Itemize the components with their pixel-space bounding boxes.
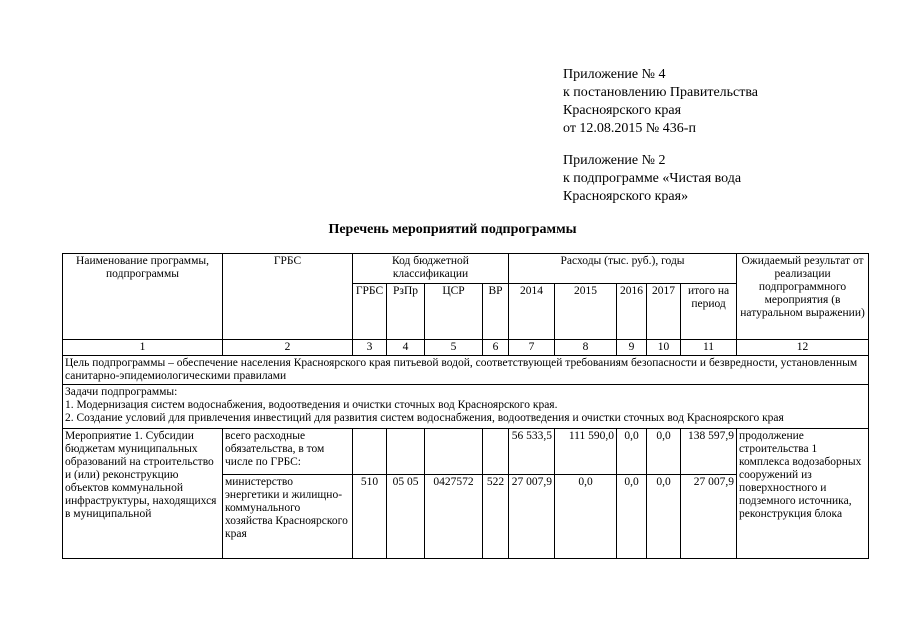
subheader-grbs: ГРБС	[353, 284, 387, 340]
row-2016: 0,0	[617, 475, 647, 559]
appendix-4-line: к постановлению Правительства	[563, 85, 759, 100]
appendix-2-line: к подпрограмме «Чистая вода	[563, 171, 742, 186]
row-2015: 0,0	[555, 475, 617, 559]
subheader-2016: 2016	[617, 284, 647, 340]
column-number-row	[63, 340, 869, 356]
column-number: 9	[617, 340, 647, 356]
header-expected-result: Ожидаемый результат от реализации подпрограммного мероприятия (в натуральном выражении)	[737, 254, 869, 340]
task-item: 2. Создание условий для привлечения инвестиций для развития систем водоснабжения, водоотведения и очистки сточных вод Красноярского края	[65, 412, 784, 424]
subheader-rzpr: РзПр	[387, 284, 425, 340]
document-title: Перечень мероприятий подпрограммы	[328, 222, 577, 237]
header-expenses: Расходы (тыс. руб.), годы	[509, 254, 737, 284]
column-number: 12	[737, 340, 869, 356]
task-item: 1. Модернизация систем водоснабжения, водоотведения и очистки сточных вод Красноярского края.	[65, 399, 558, 411]
column-number: 2	[223, 340, 353, 356]
row-2017: 0,0	[647, 429, 681, 475]
row-2017: 0,0	[647, 475, 681, 559]
appendix-2-line: Приложение № 2	[563, 153, 666, 168]
header-budget-code: Код бюджетной классификации	[353, 254, 509, 284]
tasks-heading: Задачи подпрограммы:	[65, 386, 178, 398]
column-number: 3	[353, 340, 387, 356]
column-number: 10	[647, 340, 681, 356]
measure-row-total	[63, 429, 869, 475]
appendix-4-header	[563, 66, 758, 138]
column-number: 8	[555, 340, 617, 356]
appendix-4-line: Красноярского края	[563, 103, 682, 118]
subheader-2015: 2015	[555, 284, 617, 340]
measure-expected-result: продолжение строительства 1 комплекса водозаборных сооружений из поверхностного и подземного источника, реконструкция блока	[737, 429, 869, 559]
appendix-4-line: Приложение № 4	[563, 67, 666, 82]
appendix-2-line: Красноярского края»	[563, 189, 689, 204]
appendix-4-line: от 12.08.2015 № 436-п	[563, 121, 696, 136]
row-2016: 0,0	[617, 429, 647, 475]
column-number: 6	[483, 340, 509, 356]
row-csr	[425, 429, 483, 475]
row-vr: 522	[483, 475, 509, 559]
measure-name: Мероприятие 1. Субсидии бюджетам муниципальных образований на строительство и (или) реконструкцию объектов коммунальной инфраструктуры, находящихся в муниципальной	[63, 429, 223, 559]
column-number: 4	[387, 340, 425, 356]
subheader-csr: ЦСР	[425, 284, 483, 340]
row-total: 27 007,9	[681, 475, 737, 559]
row-grbs-text: всего расходные обязательства, в том числе по ГРБС:	[223, 429, 353, 475]
measures-table	[62, 253, 869, 559]
row-grbs-code	[353, 429, 387, 475]
header-program-name: Наименование программы, подпрограммы	[63, 254, 223, 340]
row-rzpr: 05 05	[387, 475, 425, 559]
header-grbs: ГРБС	[223, 254, 353, 340]
row-2015: 111 590,0	[555, 429, 617, 475]
column-number: 5	[425, 340, 483, 356]
row-2014: 27 007,9	[509, 475, 555, 559]
subheader-2017: 2017	[647, 284, 681, 340]
row-grbs-code: 510	[353, 475, 387, 559]
subprogram-tasks	[63, 385, 869, 429]
column-number: 7	[509, 340, 555, 356]
column-number: 11	[681, 340, 737, 356]
row-total: 138 597,9	[681, 429, 737, 475]
row-vr	[483, 429, 509, 475]
subprogram-goal: Цель подпрограммы – обеспечение населения Красноярского края питьевой водой, соответствующей требованиям безопасности и безвредности, установленным санитарно-эпидемиологическими правилами	[63, 356, 869, 385]
appendix-2-header	[563, 152, 741, 206]
row-2014: 56 533,5	[509, 429, 555, 475]
row-rzpr	[387, 429, 425, 475]
subheader-vr: ВР	[483, 284, 509, 340]
row-csr: 0427572	[425, 475, 483, 559]
subheader-total: итого на период	[681, 284, 737, 340]
subheader-2014: 2014	[509, 284, 555, 340]
row-grbs-text: министерство энергетики и жилищно-коммунального хозяйства Красноярского края	[223, 475, 353, 559]
column-number: 1	[63, 340, 223, 356]
